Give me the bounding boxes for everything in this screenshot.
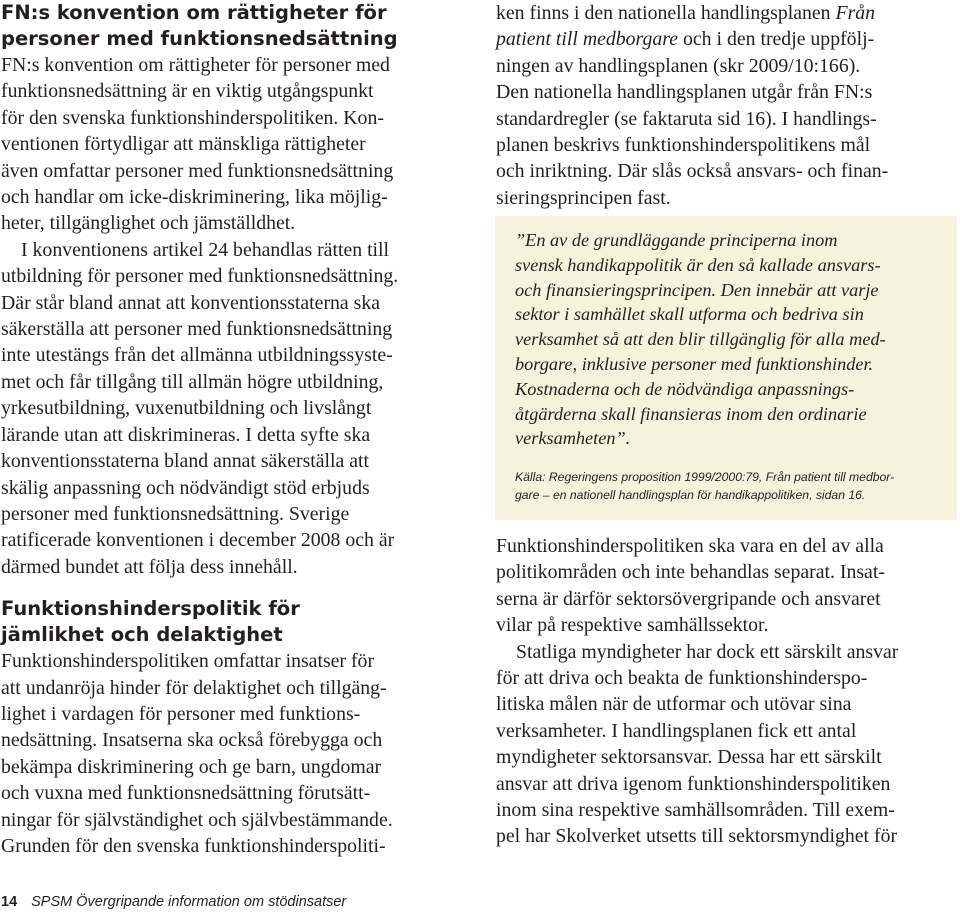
right-column-bottom [496, 533, 958, 850]
text-line: standardregler (se faktaruta sid 16). I handlings- [496, 107, 877, 130]
text-line: ningen av handlingsplanen (skr 2009/10:166). [496, 54, 861, 77]
text-line: ratificerade konventionen i december 2008 och är [1, 529, 395, 552]
text-line: vilar på respektive samhällssektor. [496, 614, 769, 637]
text-line: åtgärderna skall finansieras inom den ordinarie [515, 403, 867, 424]
text-line: nedsättning. Insatserna ska också förebygga och [1, 729, 383, 752]
heading-line: FN:s konvention om rättigheter för [1, 1, 387, 24]
fact-box-quote [495, 216, 957, 520]
text-line: lärande utan att diskrimineras. I detta syfte ska [1, 423, 371, 446]
text-line: Där står bland annat att konventionsstaterna ska [1, 291, 381, 314]
text-line: bekämpa diskriminering och ge barn, ungdomar [1, 755, 382, 778]
text-line: lighet i vardagen för personer med funktions- [1, 702, 361, 725]
text-line: och handlar om icke-diskriminering, lika möjlig- [1, 186, 388, 209]
heading-line: personer med funktionsnedsättning [1, 27, 398, 50]
text-line: Statliga myndigheter har dock ett särskilt ansvar [516, 640, 899, 663]
text-line: myndigheter sektorsansvar. Dessa har ett särskilt [496, 746, 882, 769]
paragraph-convention-intro [1, 52, 463, 237]
heading-line: jämlikhet och delaktighet [1, 623, 283, 647]
italic-title-run: Från [835, 2, 876, 24]
text-line: FN:s konvention om rättigheter för personer med [1, 54, 390, 76]
text-line: svensk handikappolitik är den så kallade ansvars- [515, 254, 881, 275]
text-line: och vuxna med funktionsnedsättning förutsätt- [1, 782, 371, 805]
text-line: Kostnaderna och de nödvändiga anpassnings- [515, 378, 855, 399]
heading-disability-policy [1, 596, 463, 648]
text-line: att undanröja hinder för delaktighet och tillgäng- [1, 676, 387, 699]
text-line: funktionsnedsättning är en viktig utgångspunkt [1, 80, 374, 103]
heading-fn-convention [1, 0, 463, 52]
text-line: serna är därför sektorsövergripande och ansvaret [496, 587, 881, 610]
text-line: skälig anpassning och nödvändigt stöd erbjuds [1, 476, 370, 499]
paragraph-article-24 [1, 237, 463, 580]
text-line: ”En av de grundläggande principerna inom [515, 230, 838, 250]
text-line: heter, tillgänglighet och jämställdhet. [1, 212, 296, 235]
text-line: konventionsstaterna bland annat säkerställa att [1, 450, 370, 473]
text-line: planen beskrivs funktionshinderspolitikens mål [496, 134, 871, 157]
paragraph-policy-scope [1, 648, 463, 859]
text-line: borgare, inklusive personer med funktionshinder. [515, 353, 874, 374]
text-line: för att driva och beakta de funktionshinderspo- [496, 667, 868, 690]
paragraph-action-plan [496, 0, 958, 211]
text-line: verksamheten”. [515, 428, 631, 449]
paragraph-state-agencies [496, 639, 958, 850]
text-line: Grunden för den svenska funktionshinderspoliti- [1, 834, 386, 857]
text-line: för den svenska funktionshinderspolitiken. Kon- [1, 106, 384, 129]
text-line: verksamheter. I handlingsplanen fick ett antal [496, 719, 857, 742]
text-line: I konventionens artikel 24 behandlas rätten till [21, 238, 390, 261]
text-line: ningar för självständighet och självbestämmande. [1, 808, 393, 831]
text-line: inte utestängs från det allmänna utbildningssyste- [1, 344, 393, 367]
text-run: ken finns i den nationella handlingsplanen [496, 2, 836, 24]
text-line: därmed bundet att följa dess innehåll. [1, 555, 298, 578]
text-line: Funktionshinderspolitiken omfattar insatser för [1, 650, 375, 673]
text-line [496, 0, 958, 26]
text-line: och inriktning. Där slås också ansvars- och finan- [496, 160, 889, 183]
text-line: och finansieringsprincipen. Den innebär att varje [515, 279, 879, 300]
text-line: sieringsprincipen fast. [496, 186, 671, 209]
quote-text [515, 228, 945, 451]
text-line: utbildning för personer med funktionsnedsättning. [1, 265, 399, 288]
page-number: 14 [1, 894, 18, 910]
right-column-top [496, 0, 958, 211]
text-line: met och får tillgång till allmän högre utbildning, [1, 370, 384, 393]
text-line: personer med funktionsnedsättning. Sverige [1, 502, 350, 525]
italic-title-run: patient till medborgare [496, 28, 679, 51]
text-line: gare – en nationell handlingsplan för handikappolitiken, sidan 16. [515, 488, 866, 502]
text-line: pel har Skolverket utsetts till sektorsmyndighet för [496, 825, 898, 848]
text-line: yrkesutbildning, vuxenutbildning och livslångt [1, 397, 372, 420]
text-line: patient till medborgare och i den tredje uppfölj- [496, 28, 875, 51]
text-line: ansvar att driva igenom funktionshinderspolitiken [496, 772, 891, 795]
footer-text: SPSM Övergripande information om stödinsatser [31, 894, 347, 910]
text-line: litiska målen när de utformar och utövar sina [496, 693, 852, 716]
text-line: politikområden och inte behandlas separat. Insat- [496, 561, 885, 584]
text-line: verksamhet så att den blir tillgänglig för alla med- [515, 329, 886, 350]
heading-line: Funktionshinderspolitik för [1, 597, 300, 621]
text-run: och i den tredje uppfölj [678, 28, 868, 51]
text-line: inom sina respektive samhällsområden. Till exem- [496, 799, 895, 822]
page-footer [1, 893, 346, 911]
text-line: Källa: Regeringens proposition 1999/2000:79, Från patient till medbor- [515, 470, 895, 484]
text-line: Den nationella handlingsplanen utgår från FN:s [496, 81, 873, 104]
text-line: sektor i samhället skall utforma och bedriva sin [515, 304, 864, 325]
paragraph-sector-wide [496, 533, 958, 639]
quote-source [515, 468, 945, 504]
text-line: säkerställa att personer med funktionsnedsättning [1, 318, 393, 341]
text-line: Funktionshinderspolitiken ska vara en del av alla [496, 535, 884, 557]
left-column [1, 0, 463, 859]
text-line: ventionen förtydligar att mänskliga rättigheter [1, 133, 366, 156]
text-line: även omfattar personer med funktionsnedsättning [1, 159, 394, 182]
